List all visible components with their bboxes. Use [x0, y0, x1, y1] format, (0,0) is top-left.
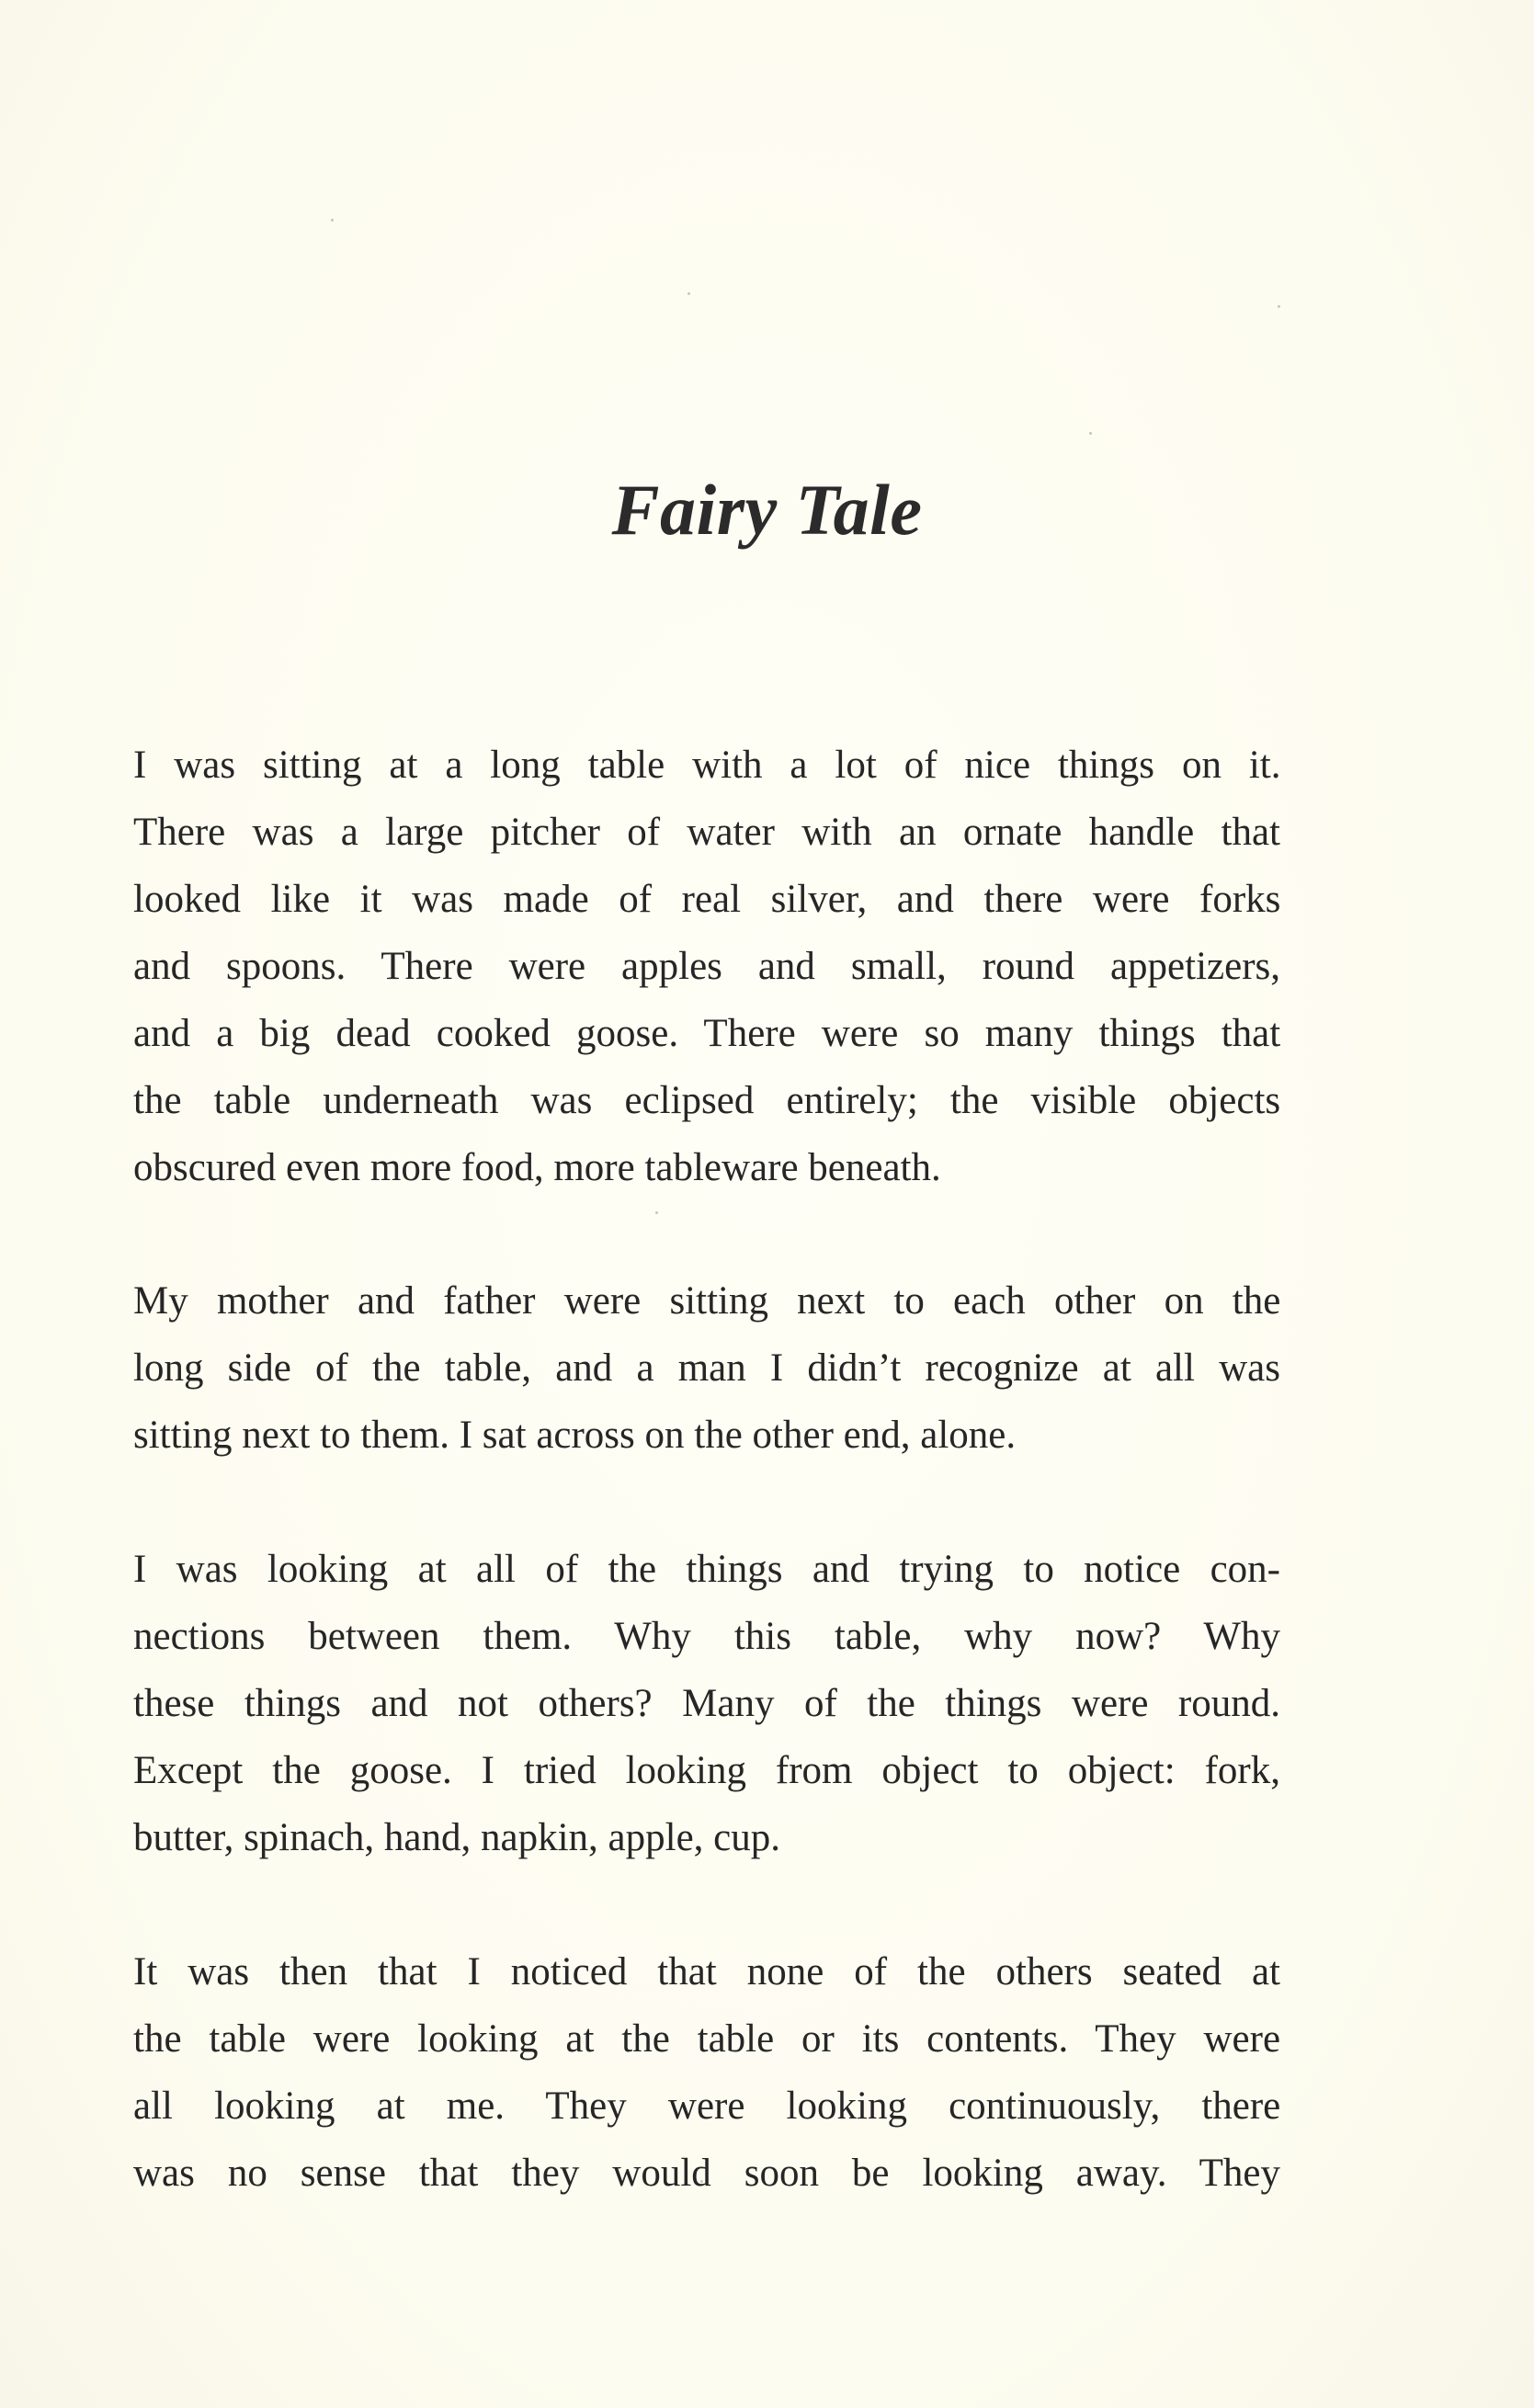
page-title: Fairy Tale [611, 470, 923, 550]
paper-speck [331, 219, 334, 221]
text-line: looked like it was made of real silver, and there were forks [133, 878, 1281, 921]
paragraph [133, 732, 1280, 1201]
paragraph [133, 1267, 1280, 1469]
text-line: all looking at me. They were looking continuously, there [133, 2084, 1281, 2128]
text-line: My mother and father were sitting next to each other on the [133, 1279, 1281, 1323]
paragraph [133, 1938, 1280, 2207]
text-line: and a big dead cooked goose. There were so many things that [133, 1012, 1281, 1055]
paragraph [133, 1536, 1280, 1871]
text-line: the table were looking at the table or its contents. They were [133, 2017, 1281, 2061]
text-line: these things and not others? Many of the things were round. [133, 1682, 1280, 1725]
text-line: I was looking at all of the things and trying to notice con- [133, 1548, 1280, 1591]
text-line: was no sense that they would soon be looking away. They [133, 2152, 1280, 2195]
paper-speck [1278, 305, 1280, 308]
text-line: I was sitting at a long table with a lot of nice things on it. [133, 744, 1281, 787]
paper-speck [687, 292, 690, 295]
text-line: There was a large pitcher of water with an ornate handle that [133, 811, 1280, 854]
paper-speck [1089, 432, 1092, 435]
text-line: nections between them. Why this table, why now? Why [133, 1615, 1280, 1658]
text-line: long side of the table, and a man I didn’t recognize at all was [133, 1346, 1280, 1390]
text-line: and spoons. There were apples and small, round appetizers, [133, 945, 1280, 988]
text-line: Except the goose. I tried looking from object to object: fork, [133, 1749, 1280, 1792]
text-line: It was then that I noticed that none of the others seated at [133, 1950, 1280, 1993]
text-line: butter, spinach, hand, napkin, apple, cup. [133, 1816, 780, 1859]
text-line: the table underneath was eclipsed entirely; the visible objects [133, 1079, 1281, 1122]
paper-speck [655, 1211, 658, 1214]
text-line: obscured even more food, more tableware beneath. [133, 1146, 941, 1189]
text-line: sitting next to them. I sat across on the other end, alone. [133, 1414, 1017, 1457]
